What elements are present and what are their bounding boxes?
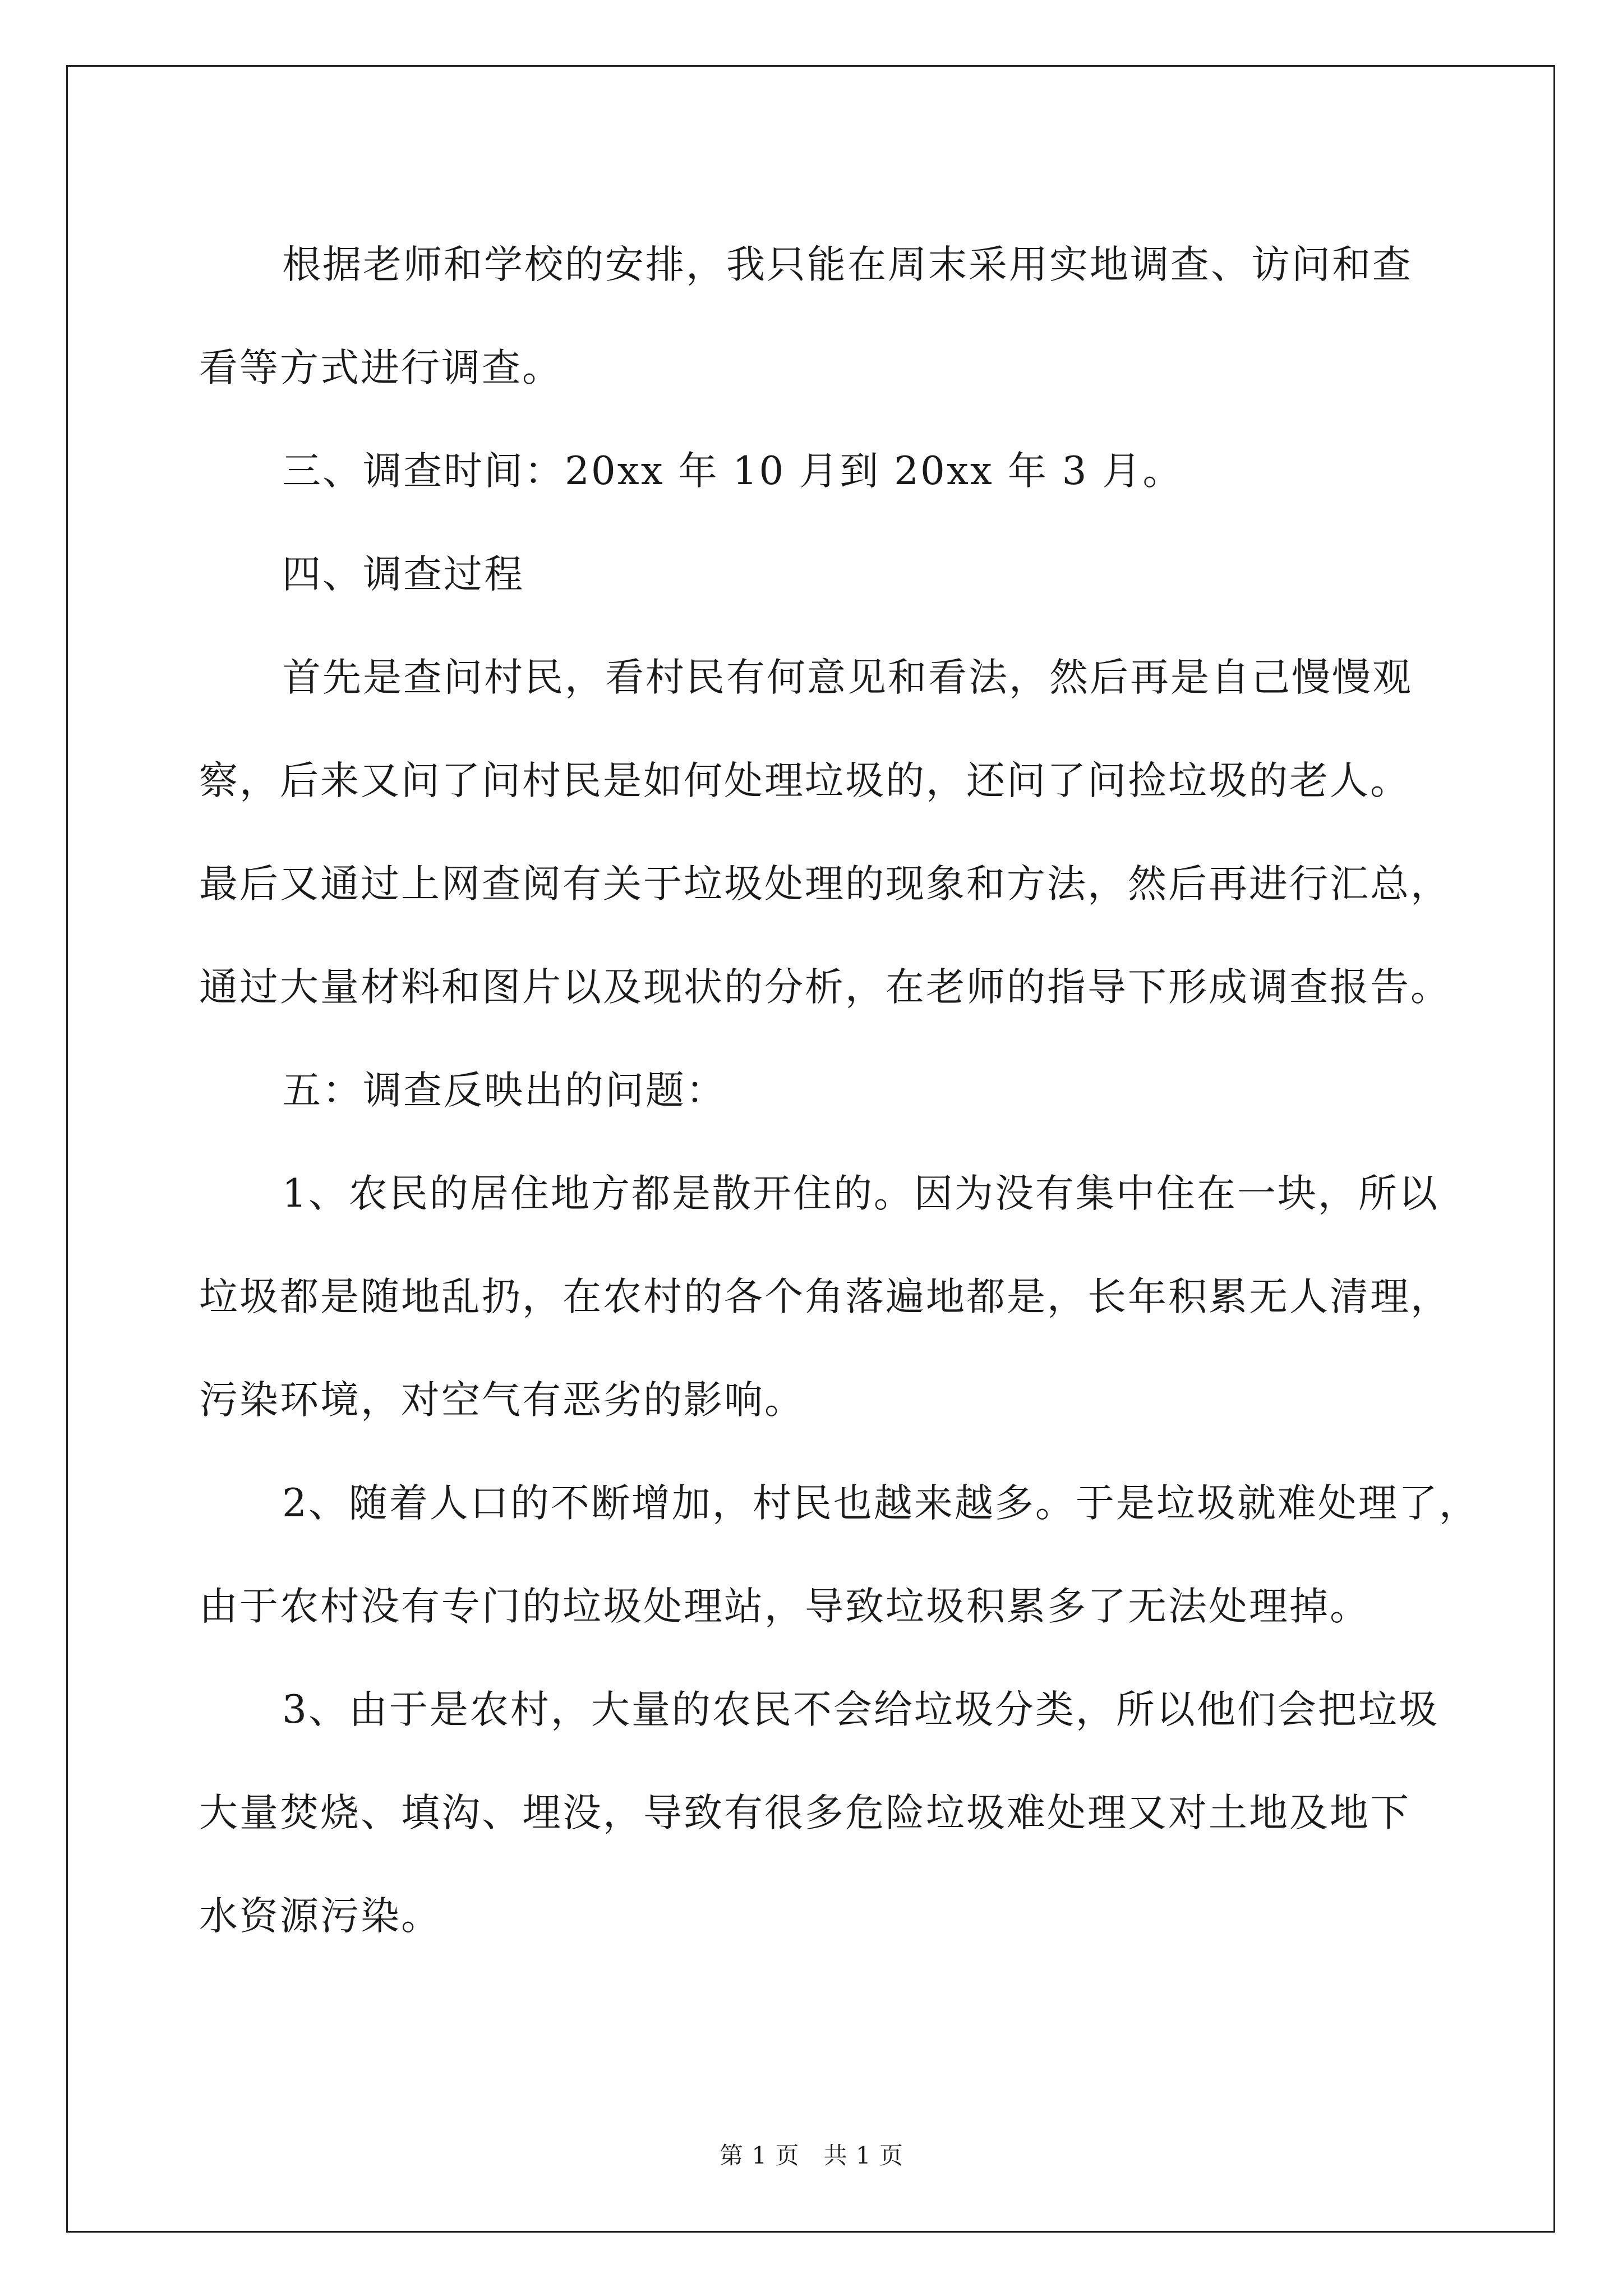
text-line: 1、农民的居住地方都是散开住的。因为没有集中住在一块，所以 — [282, 1171, 1439, 1216]
document-body — [199, 213, 1479, 1968]
text-line: 首先是查问村民，看村民有何意见和看法，然后再是自己慢慢观 — [282, 655, 1413, 700]
text-line: 3、由于是农村，大量的农民不会给垃圾分类，所以他们会把垃圾 — [282, 1687, 1439, 1732]
text-line: 看等方式进行调查。 — [199, 346, 562, 390]
text-line: 通过大量材料和图片以及现状的分析，在老师的指导下形成调查报告。 — [199, 965, 1451, 1010]
page-footer — [0, 2137, 1623, 2171]
page-total: 共 1 页 — [823, 2142, 903, 2169]
text-line: 由于农村没有专门的垃圾处理站，导致垃圾积累多了无法处理掉。 — [199, 1584, 1370, 1629]
page-number: 第 1 页 — [720, 2142, 800, 2169]
text-line: 根据老师和学校的安排，我只能在周末采用实地调查、访问和查 — [282, 242, 1413, 287]
text-line: 大量焚烧、填沟、埋没，导致有很多危险垃圾难处理又对土地及地下 — [199, 1791, 1410, 1835]
text-line: 垃圾都是随地乱扔，在农村的各个角落遍地都是，长年积累无人清理， — [199, 1274, 1451, 1319]
section-heading-process: 四、调查过程 — [282, 552, 524, 597]
text-line: 最后又通过上网查阅有关于垃圾处理的现象和方法，然后再进行汇总， — [199, 862, 1451, 907]
text-line: 水资源污染。 — [199, 1894, 441, 1939]
text-line: 污染环境，对空气有恶劣的影响。 — [199, 1378, 805, 1423]
section-heading-problems: 五：调查反映出的问题： — [282, 1068, 726, 1113]
text-line: 2、随着人口的不断增加，村民也越来越多。于是垃圾就难处理了， — [282, 1481, 1479, 1526]
text-line: 察，后来又问了问村民是如何处理垃圾的，还问了问捡垃圾的老人。 — [199, 758, 1410, 803]
section-heading-time: 三、调查时间：20xx 年 10 月到 20xx 年 3 月。 — [282, 449, 1183, 494]
